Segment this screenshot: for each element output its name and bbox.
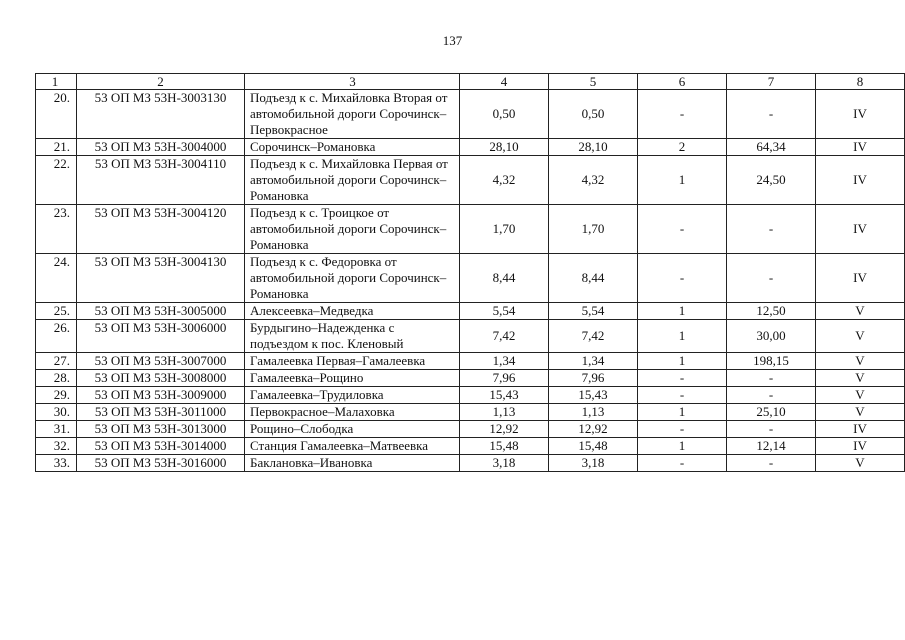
cell-col-5: 5,54 bbox=[549, 303, 638, 320]
road-code: 53 ОП МЗ 53Н-3004000 bbox=[77, 139, 245, 156]
cell-col-8: IV bbox=[816, 205, 905, 254]
column-header: 7 bbox=[727, 74, 816, 90]
road-code: 53 ОП МЗ 53Н-3004110 bbox=[77, 156, 245, 205]
row-number: 24. bbox=[36, 254, 77, 303]
row-number: 20. bbox=[36, 90, 77, 139]
cell-col-4: 12,92 bbox=[460, 421, 549, 438]
column-header: 6 bbox=[638, 74, 727, 90]
cell-col-4: 1,70 bbox=[460, 205, 549, 254]
road-code: 53 ОП МЗ 53Н-3007000 bbox=[77, 353, 245, 370]
road-code: 53 ОП МЗ 53Н-3013000 bbox=[77, 421, 245, 438]
table-row bbox=[36, 370, 905, 387]
row-number: 28. bbox=[36, 370, 77, 387]
cell-col-5: 15,43 bbox=[549, 387, 638, 404]
cell-col-7: 12,14 bbox=[727, 438, 816, 455]
table-row bbox=[36, 404, 905, 421]
cell-col-8: V bbox=[816, 455, 905, 472]
table-row bbox=[36, 156, 905, 205]
cell-col-6: 1 bbox=[638, 156, 727, 205]
cell-col-8: IV bbox=[816, 438, 905, 455]
road-code: 53 ОП МЗ 53Н-3016000 bbox=[77, 455, 245, 472]
cell-col-4: 4,32 bbox=[460, 156, 549, 205]
road-name: Рощино–Слободка bbox=[245, 421, 460, 438]
cell-col-8: V bbox=[816, 387, 905, 404]
cell-col-7: 64,34 bbox=[727, 139, 816, 156]
cell-col-6: 1 bbox=[638, 303, 727, 320]
table-row bbox=[36, 90, 905, 139]
cell-col-8: V bbox=[816, 353, 905, 370]
cell-col-7: 25,10 bbox=[727, 404, 816, 421]
row-number: 21. bbox=[36, 139, 77, 156]
cell-col-4: 28,10 bbox=[460, 139, 549, 156]
road-name: Сорочинск–Романовка bbox=[245, 139, 460, 156]
cell-col-7: - bbox=[727, 421, 816, 438]
cell-col-7: 198,15 bbox=[727, 353, 816, 370]
cell-col-4: 15,43 bbox=[460, 387, 549, 404]
cell-col-7: - bbox=[727, 370, 816, 387]
road-code: 53 ОП МЗ 53Н-3008000 bbox=[77, 370, 245, 387]
column-header: 2 bbox=[77, 74, 245, 90]
cell-col-6: - bbox=[638, 205, 727, 254]
cell-col-4: 0,50 bbox=[460, 90, 549, 139]
road-name: Гамалеевка Первая–Гамалеевка bbox=[245, 353, 460, 370]
row-number: 29. bbox=[36, 387, 77, 404]
row-number: 22. bbox=[36, 156, 77, 205]
cell-col-4: 15,48 bbox=[460, 438, 549, 455]
cell-col-8: V bbox=[816, 303, 905, 320]
cell-col-6: - bbox=[638, 254, 727, 303]
row-number: 27. bbox=[36, 353, 77, 370]
road-name: Подъезд к с. Федоровка от автомобильной дороги Сорочинск–Романовка bbox=[245, 254, 460, 303]
cell-col-8: V bbox=[816, 370, 905, 387]
cell-col-8: V bbox=[816, 404, 905, 421]
cell-col-7: 24,50 bbox=[727, 156, 816, 205]
row-number: 26. bbox=[36, 320, 77, 353]
table-row bbox=[36, 421, 905, 438]
column-header: 3 bbox=[245, 74, 460, 90]
cell-col-5: 0,50 bbox=[549, 90, 638, 139]
road-code: 53 ОП МЗ 53Н-3011000 bbox=[77, 404, 245, 421]
cell-col-8: V bbox=[816, 320, 905, 353]
road-name: Первокрасное–Малаховка bbox=[245, 404, 460, 421]
cell-col-5: 1,34 bbox=[549, 353, 638, 370]
column-header: 4 bbox=[460, 74, 549, 90]
row-number: 25. bbox=[36, 303, 77, 320]
road-name: Подъезд к с. Михайловка Вторая от автомобильной дороги Сорочинск–Первокрасное bbox=[245, 90, 460, 139]
table-row bbox=[36, 254, 905, 303]
row-number: 32. bbox=[36, 438, 77, 455]
cell-col-6: - bbox=[638, 370, 727, 387]
page-number: 137 bbox=[442, 33, 463, 48]
row-number: 31. bbox=[36, 421, 77, 438]
road-code: 53 ОП МЗ 53Н-3004130 bbox=[77, 254, 245, 303]
road-name: Подъезд к с. Троицкое от автомобильной дороги Сорочинск–Романовка bbox=[245, 205, 460, 254]
road-code: 53 ОП МЗ 53Н-3005000 bbox=[77, 303, 245, 320]
cell-col-5: 1,13 bbox=[549, 404, 638, 421]
cell-col-7: - bbox=[727, 205, 816, 254]
road-code: 53 ОП МЗ 53Н-3004120 bbox=[77, 205, 245, 254]
roads-table bbox=[35, 73, 905, 472]
cell-col-5: 7,96 bbox=[549, 370, 638, 387]
road-name: Гамалеевка–Рощино bbox=[245, 370, 460, 387]
road-name: Баклановка–Ивановка bbox=[245, 455, 460, 472]
cell-col-4: 1,13 bbox=[460, 404, 549, 421]
cell-col-6: 1 bbox=[638, 353, 727, 370]
cell-col-6: 2 bbox=[638, 139, 727, 156]
cell-col-5: 4,32 bbox=[549, 156, 638, 205]
cell-col-5: 12,92 bbox=[549, 421, 638, 438]
cell-col-8: IV bbox=[816, 421, 905, 438]
cell-col-7: - bbox=[727, 254, 816, 303]
row-number: 23. bbox=[36, 205, 77, 254]
cell-col-6: 1 bbox=[638, 320, 727, 353]
cell-col-6: - bbox=[638, 90, 727, 139]
cell-col-4: 7,96 bbox=[460, 370, 549, 387]
cell-col-4: 5,54 bbox=[460, 303, 549, 320]
cell-col-5: 3,18 bbox=[549, 455, 638, 472]
table-row bbox=[36, 205, 905, 254]
table-row bbox=[36, 303, 905, 320]
column-header: 8 bbox=[816, 74, 905, 90]
cell-col-4: 1,34 bbox=[460, 353, 549, 370]
column-header: 1 bbox=[36, 74, 77, 90]
cell-col-8: IV bbox=[816, 156, 905, 205]
cell-col-6: 1 bbox=[638, 438, 727, 455]
table-row bbox=[36, 438, 905, 455]
table-row bbox=[36, 320, 905, 353]
cell-col-8: IV bbox=[816, 90, 905, 139]
cell-col-6: - bbox=[638, 387, 727, 404]
cell-col-6: - bbox=[638, 455, 727, 472]
cell-col-7: 30,00 bbox=[727, 320, 816, 353]
road-name: Станция Гамалеевка–Матвеевка bbox=[245, 438, 460, 455]
cell-col-7: - bbox=[727, 455, 816, 472]
cell-col-6: 1 bbox=[638, 404, 727, 421]
road-name: Подъезд к с. Михайловка Первая от автомобильной дороги Сорочинск–Романовка bbox=[245, 156, 460, 205]
cell-col-8: IV bbox=[816, 254, 905, 303]
cell-col-8: IV bbox=[816, 139, 905, 156]
cell-col-7: 12,50 bbox=[727, 303, 816, 320]
road-code: 53 ОП МЗ 53Н-3009000 bbox=[77, 387, 245, 404]
cell-col-5: 7,42 bbox=[549, 320, 638, 353]
cell-col-5: 1,70 bbox=[549, 205, 638, 254]
cell-col-7: - bbox=[727, 90, 816, 139]
cell-col-5: 15,48 bbox=[549, 438, 638, 455]
table-row bbox=[36, 455, 905, 472]
cell-col-4: 7,42 bbox=[460, 320, 549, 353]
cell-col-4: 8,44 bbox=[460, 254, 549, 303]
row-number: 33. bbox=[36, 455, 77, 472]
road-code: 53 ОП МЗ 53Н-3006000 bbox=[77, 320, 245, 353]
cell-col-4: 3,18 bbox=[460, 455, 549, 472]
cell-col-7: - bbox=[727, 387, 816, 404]
cell-col-5: 28,10 bbox=[549, 139, 638, 156]
table-row bbox=[36, 353, 905, 370]
cell-col-5: 8,44 bbox=[549, 254, 638, 303]
column-header: 5 bbox=[549, 74, 638, 90]
road-code: 53 ОП МЗ 53Н-3014000 bbox=[77, 438, 245, 455]
road-name: Бурдыгино–Надежденка с подъездом к пос. Кленовый bbox=[245, 320, 460, 353]
table-row bbox=[36, 387, 905, 404]
cell-col-6: - bbox=[638, 421, 727, 438]
road-code: 53 ОП МЗ 53Н-3003130 bbox=[77, 90, 245, 139]
table-header-row bbox=[36, 74, 905, 90]
row-number: 30. bbox=[36, 404, 77, 421]
road-name: Алексеевка–Медведка bbox=[245, 303, 460, 320]
road-name: Гамалеевка–Трудиловка bbox=[245, 387, 460, 404]
table-row bbox=[36, 139, 905, 156]
